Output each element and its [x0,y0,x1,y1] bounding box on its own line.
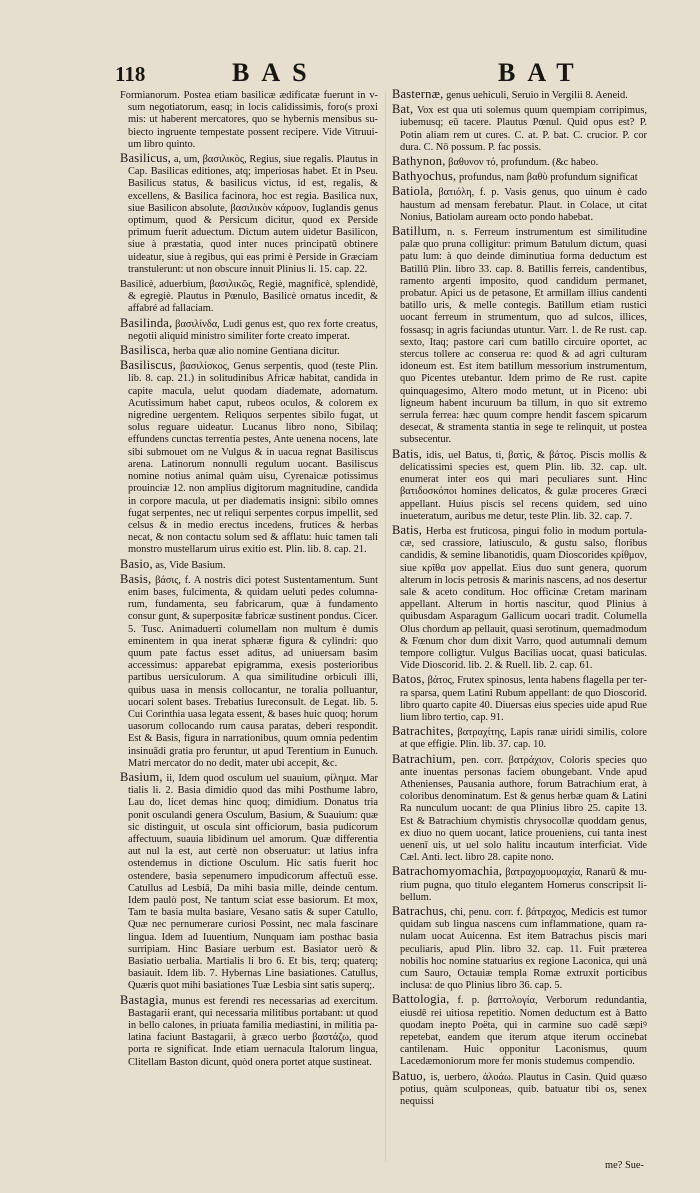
entry-text: βατιόλη, f. p. Vasis genus, quo uinum è cado haustum ad mensam ferebatur. Plaut. in Colace, ut citat Nonius, Batiolam auream octo pondo habebat. [400,187,647,223]
column-divider [385,92,386,1162]
entry-headword: Basiliscus, [120,358,177,373]
dictionary-entry [392,225,647,447]
entry-headword: Batrachites, [392,724,454,739]
dictionary-entry [392,103,647,154]
entry-headword: Batrachium, [392,751,456,766]
entry-text: βαθυνον τό, profundum. (&c habeo. [448,157,599,169]
entry-headword: Bathyochus, [392,169,457,184]
dictionary-entry [392,448,647,523]
entry-text: βάσις, f. A nostris dici potest Sustentamentum. Sunt enim bases, fulcimenta, & quidam ueluti pedes columnarum, fundamenta, seu fabricarum, quæ à fundamento consur gunt, & superpositæ fabricæ sustinent pondus. Cicer. 5. Tusc. Animaduerti columellam non multum è dumis eminentem in qua inerat sphæræ figura & cylindri: quo quum pate factus esset aditus, ad uniuersam basim accessimus: apparebat epigramma, exesis posterioribus partibus uersiculorum. A qua similitudine orbiculi illi, quibus uasa in mensis collocantur, ne toralia polluantur, uocari solent bases. Trebatius Iureconsult. de Legat. lib. 5. Cui Corinthia uasa legata essent, & bases huic quoq; horum uasorum collocando rum causa paratas, deberi respondit. Est & Basis, figura in narrationibus, quum omnia pedentim insinuādi gratia pro feruntur, ut apud Terentium in Eunuch. Matri mercator do no dedit, mater ubi accepit, &c. [128,574,378,769]
entry-text: n. s. Ferreum instrumentum est similitudine palæ quo pruna colligitur: primum Batulum dictum, quasi patu lum: à quo deinde diminutiua forma deductum est Batillū Plin. libro 33. cap. 8. Batillis ferreis, candentibus, ramento argenti imposito, quod candidum permanet, probatur. Apici us de petasone, Et armillam illius candenti batillo uris, & melle contegis. Batillum etiam rustici uocant ferreum in strumentum, quo ad sulcos, illices, fossasq; in agris faciundas utuntur. Varr. 1. de Re rust. cap. sexto, Itaq; pastore cari cum batillo circuire oportet, ac stercus tollere ac conserua re: quod & ad agri culturam idoneum est. Est item batillum messorium instrumentum, quo Picentes utebantur. Idem primo de Re rust. capite quinquagesimo, Altero modo metunt, ut in Piceno: ubi ligneum habent incuruum ba tillum, in quo sit extremo serrula ferrea: hæc quum compre hendit fascem spicarum desecat, & stramenta stantia in sege te relinquit, ut postea subsecentur. [400,227,647,446]
entry-text: Basilicè, aduerbium, βασιλικῶς, Regiè, magnificè, splendidè, & egregiè. Plautus in Pœnulo, Basilicè ornatus incedit, & affabré ad fallaciam. [120,279,378,315]
entry-headword: Basilisca, [120,343,171,358]
entry-text: munus est ferendi res necessarias ad exercitum. Bastagarii erant, qui necessaria militibus portabant: ut quod in bello calones, in priuata familia mediastini, in militia palatina faciunt Bastagarii, à græco uerbo βαστάζω, quod porta re significat. Inde etiam uernacula Italorum lingua, Clitellam Baston dicunt, quòd onera portet atque sustineat. [128,995,378,1068]
entry-text: a, um, βασιλικὸς, Regius, siue regalis. Plautus in Cap. Basilicas editiones, atq; imperiosas habet. Et in Pseu. Basilicus status, & basilicus victus, id est, regalis, & excellens, & Basilica facinora, hoc est regia. Basilica nux, siue Basilicon absolute, βασιλικὸν κάρυον, Iuglandis genus optimum, quod & Persicum dicitur, quod ex Perside primum fuerit aduectum. Dictum autem uidetur Basilicon, siue à præstatia, quod inter nuces principatū obtinere uideatur, siue à regibus, qui eas primi è Perside in Græciam transtulerunt: ut non obscure innuit Plinius li. 15. cap. 22. [128,154,378,275]
dictionary-entry [120,558,378,572]
entry-text: Vox est qua uti solemus quum quempiam corripimus, iubemusq; eū tacere. Plautus Pœnul. Quid opus est? P. Potin aliam rem ut cures. C. at. P. bat. C. crucior. P. cor dura. C. Nō possum. P. fac possis. [400,105,647,153]
entry-headword: Basis, [120,571,152,586]
dictionary-entry [392,88,647,102]
entry-text: genus uehiculi, Seruio in Vergilii 8. Aeneid. [446,90,628,101]
right-column [392,88,647,1109]
entry-text: βασιλίνδα, Ludi genus est, quo rex forte creatus, negotii aliquid ministro similiter forte creato imperat. [128,318,378,342]
entry-headword: Batis, [392,446,423,461]
entry-text: pen. corr. βατράχιον, Coloris species quo ante inuentas personas faciem obungebant. Vnde apud Athenienses, Pausania authore, forum Batrachium erat, à coloribus denominatum. Est & genus herbæ quam & Latini Ra nunculum uocant: de qua Plinius libro 25. capite 13. Est & Batrachium chymistis chrysocollæ quoddam genus, ex diuo no quem uocant, latice proueniens, cui tanta inest uenenī uis, ut uel solo halitu incautum interficiat. Vide Cæl. Anti. lect. libro 28. capite nono. [400,754,647,864]
entry-text: is, uerbero, ἀλοάω. Plautus in Casin. Quid quæso potius, quàm sculponeas, quib. batuatur tibi os, senex nequissi [400,1071,647,1108]
dictionary-entry [120,994,378,1069]
dictionary-entry [392,753,647,865]
entry-text: ii, Idem quod osculum uel suauium, φίλημα. Mar tialis li. 2. Basia dimidio quod das mihi Posthume labro, Lau do, licet demas hinc quoq; dimidium. Donatus tria ponit osculandi genera Osculum, Basium, & Suauium: quæ sic distinguit, ut oscula sint officiorum, basia pudicorum affectuum, suauia libidinum uel amorum. Quæ differentia aut nul la est, aut certè non obseruatur: ut latius infra ostendemus in dictione Osculum. Hic satis fuerit hoc ostendere, basia sepenumero impudicorum affectuū esse. Catullus ad Lesbiā, Da mihi basia mille, deinde centum. Idem paulò post, Ne tantum sciat esse basiorum. Et mox, Tam te basia multa basiare, Vesano satis & super Catullo, Quæ nec pernumerare curiosi Possint, nec mala fascinare lingua. Idem ad Iuuentium, Nunquam iam posthac basia surripiam. Hinc Basiare uerbum est. Basiator uerò & Basiatio uerbalia. Martialis li bro 6. Et bis, terq; quaterq; basiauit. Idem lib. 7. Hybernas Line basiationes. Catullus, Quæris quot mihi basiationes Tuæ Lesbia sint satis superq;. [128,772,378,992]
dictionary-entry [392,725,647,751]
entry-text: idis, uel Batus, ti, βατὶς, & βάτος. Piscis mollis & delicatissimi species est, quem Plin. lib. 32. cap. ult. enumerat inter eos qui mari peculiares sunt. Hinc βατιδοσκόποι homines delicatos, & gulæ proceres Græci appellant. Huius piscis sel recens quidem, sed uino inueteratum, auribus me detur, teste Plin. lib. 32. cap. 7. [400,449,647,522]
catchword: me? Sue- [605,1160,644,1171]
dictionary-entry [120,359,378,556]
dictionary-entry [392,993,647,1068]
entry-headword: Batiola, [392,184,433,199]
entry-headword: Basternæ, [392,87,444,101]
running-head-right: BAT [498,58,586,87]
entry-headword: Bat, [392,102,414,117]
entry-headword: Battologia, [392,992,450,1007]
entry-headword: Batrachomyomachia, [392,864,503,879]
entry-headword: Batuo, [392,1068,427,1083]
entry-text: f. p. βαττολογία, Verborum redundantia, eiusdē rei uitiosa repetitio. Nomen deductum est à Batto quodam inepto Poëta, qui in carmine suo cadē sæpiꝰ repetebat, eandem que iterum atque iterum occinebat cantilenam. Huic opponitur Laconismus, quum Lacedæmoniorum more fer monis studemus compendio. [400,995,647,1068]
entry-headword: Bastagia, [120,992,168,1007]
entry-text: Formianorum. Postea etiam basilicæ ædificatæ fuerunt in vsum negotiatorum, easq; in locis calidissimis, foro(s proxi mis: ut haberent mercatores, quo se hybernis mensibus subiecto ingruente tempestate possent recipere. Vide Vitruuium libro quinto. [120,90,378,150]
dictionary-entry [120,88,378,151]
entry-text: profundus, nam βαθὺ profundum significat [458,172,638,184]
entry-text: βασιλίσκος, Genus serpentis, quod (teste Plin. lib. 8. cap. 21.) in solitudinibus Africæ habitat, candida in capite macula, uelut quodam diademate, adornatum. Acutissimum habet caput, rubeos oculos, & colorem ex nigredine uergentem. Reliquos serpentes sibilo fugat, ut solus reguare uideatur. Lucanus libro nono, Sibilaq; effundens cunctas terrentia pestes, Ante uenena nocens, late sibi submouet om ne Vulgus & in uacua regnat Basiliscus arena. Latinorum nonnulli regulum uocant. Basiliscus nomine notius animal quàm uisu, Cyrenaicæ potissimus prouinciæ 12. non amplius digitorum magnitudine, candida in corpore macula, ut per diadematis insigni: sibilo omnes fugat serpentes, nec ut reliqui serpentes corpus impellit, sed celsus & in medio erectus incedens, frutices & herbas necat, & non contactu solum sed & afflatu: huic tamen tali monstro mustellarum uirus exitio est. Plin. lib. 8. cap. 21. [128,361,378,556]
dictionary-entry [120,277,378,316]
entry-text: βάτος, Frutex spinosus, lenta habens flagella per terra sparsa, quem Latini Rubum appellant: de quo Dioscorid. libro quarto capite 40. Diuersas eius species uide apud Rue lium libro tertio, cap. 91. [400,675,647,723]
entry-text: βατραχομυομαχία, Ranarū & murium pugna, quo titulo elegantem Homerus conscripsit libellum. [400,867,647,903]
entry-headword: Batos, [392,672,425,687]
entry-headword: Basilinda, [120,315,173,330]
page-number: 118 [115,62,146,86]
left-column [120,88,378,1070]
dictionary-entry [120,344,378,358]
dictionary-entry [392,865,647,904]
entry-headword: Basium, [120,769,163,784]
entry-headword: Batillum, [392,224,441,239]
entry-text: Herba est fruticosa, pingui folio in modum portulacæ, sed crassiore, latiusculo, & gustu salso, floribus candidis, & semine libanotidis, quam Dioscorides κρίθμον, siue κρῖθα μον appellat. Eius duo sunt genera, quorum alterum in locis petrosis & marinis nascens, ad nos desertur sale & aceto conditum. Hoc officinæ Cretam marinam appellant. Alterum in hortis nascitur, quod Plinius à quibusdam Asparagum Gallicum uocari tradit. Columella Olus chordum ap pellauit, quasi serotinum, quemadmodum & Fœnum chor dum dixit Varro, quod autumnali demum tempore colligtur. Vulgus Bacilias uocat, quasi baticulas. Vide Dioscorid. lib. 2. & Ruell. lib. 2. cap. 61. [400,525,648,672]
entry-text: βατραχίτης, Lapis ranæ uiridi similis, colore at que effigie. Plin. lib. 37. cap. 10. [400,727,647,751]
entry-headword: Batrachus, [392,904,448,918]
dictionary-entry [392,185,647,224]
dictionary-entry [120,573,378,770]
dictionary-entry [120,317,378,343]
dictionary-entry [392,155,647,169]
entry-headword: Batis, [392,522,423,537]
entry-text: as, Vide Basium. [155,559,226,571]
dictionary-entry [392,524,647,672]
dictionary-entry [392,905,647,992]
dictionary-entry [392,170,647,184]
dictionary-entry [392,1070,647,1109]
entry-headword: Basilicus, [120,151,171,166]
dictionary-entry [120,152,378,276]
entry-headword: Bathynon, [392,154,446,169]
dictionary-entry [120,771,378,993]
dictionary-entry [392,673,647,724]
entry-text: herba quæ alio nomine Gentiana dicitur. [172,346,340,358]
entry-text: chi, penu. corr. f. βάτραχος, Medicis est tumor quidam sub lingua nascens cum inflammatione, quam ranulam uocat Auicenna. Est item Batrachus piscis mari peculiaris, apud Plin. libro 32. cap. 11. Fuit præterea nobilis hoc nomine statuarius ex regione Laconica, qui unà cum Sauro, Octauiæ templa Romæ extruxit porticibus inclusa: de quo Plinius libro 36. cap. 5. [400,907,647,992]
entry-headword: Basio, [120,556,153,571]
running-head-left: BAS [232,58,319,87]
